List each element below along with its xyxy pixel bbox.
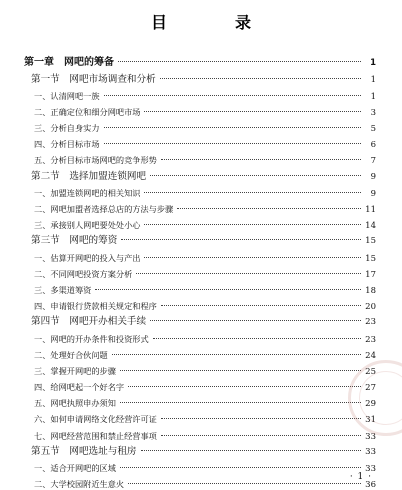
toc-dot-leader — [128, 386, 361, 387]
toc-item[interactable] — [24, 185, 376, 201]
toc-page-number: 15 — [365, 236, 376, 247]
toc-entry-title: 一、认清网吧一族 — [34, 90, 100, 101]
toc-page-number: 33 — [365, 464, 376, 474]
toc-dot-leader — [104, 95, 361, 96]
toc-section[interactable] — [24, 314, 376, 330]
table-of-contents — [24, 54, 376, 490]
toc-dot-leader — [95, 289, 361, 290]
toc-item[interactable] — [24, 120, 376, 136]
toc-page-number: 7 — [370, 156, 376, 167]
toc-page-number: 14 — [365, 221, 376, 232]
toc-section[interactable] — [24, 169, 376, 185]
toc-dot-leader — [120, 370, 361, 371]
toc-page-number: 9 — [370, 188, 376, 199]
toc-item[interactable] — [24, 379, 376, 395]
toc-item[interactable] — [24, 282, 376, 298]
toc-entry-title: 第一节 网吧市场调查和分析 — [31, 73, 156, 85]
toc-dot-leader — [177, 208, 361, 209]
toc-item[interactable] — [24, 476, 376, 490]
toc-entry-title: 五、网吧执照申办须知 — [34, 398, 116, 409]
toc-page-number: 5 — [370, 124, 376, 135]
toc-entry-title: 二、网吧加盟者选择总店的方法与步骤 — [34, 204, 174, 214]
toc-page-number: 18 — [365, 285, 376, 296]
toc-item[interactable] — [24, 331, 376, 347]
toc-entry-title: 六、如何申请网络文化经营许可证 — [34, 414, 157, 425]
toc-dot-leader — [161, 435, 361, 436]
toc-entry-title: 三、掌握开网吧的步骤 — [34, 365, 116, 376]
toc-item[interactable] — [24, 460, 376, 476]
toc-page-number: 23 — [365, 334, 376, 345]
toc-dot-leader — [120, 467, 361, 468]
toc-item[interactable] — [24, 266, 376, 282]
toc-entry-title: 二、正确定位和细分网吧市场 — [34, 106, 141, 117]
toc-page-number: 3 — [370, 107, 376, 118]
toc-page-number: 25 — [365, 366, 376, 377]
toc-entry-title: 一、适合开网吧的区域 — [34, 463, 116, 473]
toc-dot-leader — [141, 450, 361, 451]
toc-dot-leader — [161, 305, 361, 306]
page-title: 目 录 — [150, 13, 277, 32]
toc-page-number: 33 — [365, 431, 376, 442]
toc-page-number: 17 — [365, 269, 376, 280]
toc-page-number: 24 — [365, 350, 376, 361]
toc-entry-title: 四、申请银行贷款相关规定和程序 — [34, 301, 157, 312]
toc-entry-title: 七、网吧经营范围和禁止经营事项 — [34, 430, 157, 441]
library-stamp-inner-ring — [359, 371, 402, 425]
toc-dot-leader — [161, 159, 361, 160]
toc-dot-leader — [153, 338, 361, 339]
toc-entry-title: 四、分析目标市场 — [34, 139, 100, 150]
toc-page-number: 27 — [365, 383, 376, 394]
page-number-footer: · 1 · — [349, 472, 372, 482]
toc-section[interactable] — [24, 72, 376, 88]
toc-page-number: 6 — [370, 140, 376, 151]
toc-item[interactable] — [24, 217, 376, 233]
toc-chapter[interactable] — [24, 54, 376, 72]
toc-dot-leader — [121, 239, 361, 240]
toc-dot-leader — [104, 143, 361, 144]
toc-page-number: 1 — [370, 74, 376, 85]
toc-entry-title: 一、网吧的开办条件和投资形式 — [34, 333, 149, 344]
toc-dot-leader — [144, 111, 361, 112]
toc-dot-leader — [150, 175, 361, 176]
toc-entry-title: 二、不同网吧投资方案分析 — [34, 268, 133, 279]
toc-dot-leader — [104, 127, 361, 128]
toc-dot-leader — [136, 273, 361, 274]
toc-page-number: 31 — [365, 415, 376, 426]
toc-item[interactable] — [24, 104, 376, 120]
toc-dot-leader — [120, 402, 361, 403]
toc-entry-title: 三、多渠道筹资 — [34, 284, 92, 295]
toc-item[interactable] — [24, 88, 376, 104]
toc-item[interactable] — [24, 428, 376, 444]
toc-entry-title: 三、承接别人网吧要处处小心 — [34, 220, 141, 231]
toc-entry-title: 二、大学校园附近生意火 — [34, 479, 125, 490]
toc-page-number: 9 — [370, 171, 376, 182]
toc-entry-title: 第二节 选择加盟连锁网吧 — [31, 170, 147, 182]
toc-page-number: 11 — [365, 205, 376, 215]
toc-page-number: 23 — [365, 317, 376, 328]
toc-entry-title: 四、给网吧起一个好名字 — [34, 382, 125, 393]
toc-entry-title: 第四节 网吧开办相关手续 — [31, 316, 147, 328]
toc-page-number: 29 — [365, 399, 376, 410]
toc-entry-title: 第一章 网吧的筹备 — [24, 57, 114, 68]
toc-dot-leader — [112, 354, 361, 355]
toc-page-number: 1 — [370, 58, 376, 68]
toc-page-number: 33 — [365, 446, 376, 457]
toc-section[interactable] — [24, 444, 376, 460]
toc-entry-title: 第五节 网吧选址与租房 — [31, 445, 137, 457]
toc-dot-leader — [160, 78, 361, 79]
toc-entry-title: 一、估算开网吧的投入与产出 — [34, 252, 141, 263]
toc-item[interactable] — [24, 152, 376, 168]
toc-item[interactable] — [24, 136, 376, 152]
toc-dot-leader — [118, 61, 361, 62]
toc-entry-title: 二、处理好合伙问题 — [34, 349, 108, 360]
toc-item[interactable] — [24, 363, 376, 379]
toc-entry-title: 五、分析目标市场网吧的竞争形势 — [34, 155, 157, 166]
toc-item[interactable] — [24, 201, 376, 217]
toc-page-number: 36 — [365, 480, 376, 490]
toc-item[interactable] — [24, 395, 376, 411]
toc-section[interactable] — [24, 233, 376, 249]
toc-page-number: 15 — [365, 253, 376, 264]
toc-dot-leader — [144, 224, 361, 225]
toc-item[interactable] — [24, 411, 376, 427]
toc-dot-leader — [161, 418, 361, 419]
toc-page-number: 20 — [365, 302, 376, 313]
toc-item[interactable] — [24, 298, 376, 314]
toc-item[interactable] — [24, 250, 376, 266]
toc-entry-title: 一、加盟连锁网吧的相关知识 — [34, 187, 141, 198]
toc-entry-title: 第三节 网吧的筹资 — [31, 235, 118, 247]
toc-dot-leader — [128, 483, 361, 484]
toc-page-number: 1 — [370, 91, 376, 102]
toc-dot-leader — [144, 192, 361, 193]
toc-dot-leader — [144, 257, 361, 258]
toc-entry-title: 三、分析自身实力 — [34, 123, 100, 134]
toc-item[interactable] — [24, 347, 376, 363]
toc-dot-leader — [150, 320, 361, 321]
